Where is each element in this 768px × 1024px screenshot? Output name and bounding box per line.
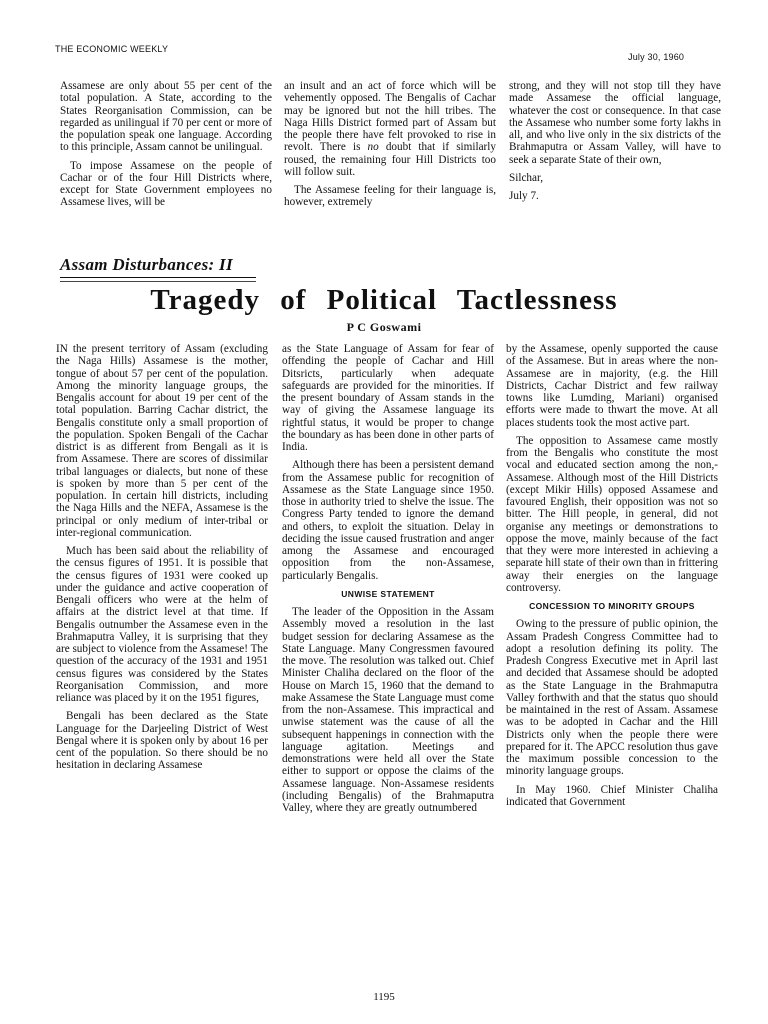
article-paragraph: Although there has been a persistent demand from the Assamese public for recognition of Assamese as the State Language since 1950. those in authority tried to shelve the issue. The Congress Party tended to ignore the demand and others, to exploit the situation. Delay in deciding the issue caused frustration and anger among the Assamese and encouraged opposition from the non-Assamese, particularly Bengalis. [282,459,494,582]
article-paragraph: The opposition to Assamese came mostly from the Bengalis who constitute the most vocal and educated section among the non,-Assamese. Although most of the Hill Districts (except Mikir Hills) opposed Assamese and favoured English, their opposition was not so bitter. The Hill people, in general, did not organise any meetings or demonstrations to oppose the move, mainly because of the fact that they were more interested in achieving a separate hill state of their own than in frittering away their energies on the language controversy. [506,434,718,594]
article-paragraph: as the State Language of Assam for fear of offending the people of Cachar and Hill Ditsricts, particularly when adequate safeguards are provided for the minorities. If the present boundary of Assam stands in the way of giving the Assamese language its rightful status, it would be proper to change the boundary as has been done in other parts of India. [282,343,494,453]
article-author: P C Goswami [346,320,422,334]
letter-column-3 [509,80,721,202]
article-column-1 [56,343,268,772]
series-title: Assam Disturbances: II [60,255,233,274]
letter-paragraph: strong, and they will not stop till they have made Assamese the official language, whatever the cost or consequence. In that case the Assamese who number some forty lakhs in all, and who live only in the six districts of the Brahmaputra or Assam Valley, will have to seek a separate State of their own, [509,80,721,166]
article-title: Tragedy of Political Tactlessness [150,284,618,316]
issue-date: July 30, 1960 [628,52,685,62]
article-paragraph: IN the present territory of Assam (excluding the Naga Hills) Assamese is the mother, tongue of about 57 per cent of the population. Among the minority language groups, the Bengalis account for about 19 per cent of the total population. Barring Cachar district, the Bengalis constitute only a small proportion of the population. Spoken Bengali of the Cachar district is as different from Bengali as it is from Assamese. There are scores of dissimilar tribal languages or dialects, but none of these is spoken by more than 5 per cent of the population. In certain hill districts, including the Naga Hills and the NEFA, Assamese is the principal or only medium of inter-tribal or inter-regional communication. [56,343,268,539]
letter-column-1 [60,80,272,209]
article-paragraph: Owing to the pressure of public opinion, the Assam Pradesh Congress Committee had to adopt a resolution defining its polity. The Pradesh Congress Executive met in April last and decided that Assamese should be adopted as the State Language in the Brahmaputra Valley forthwith and that the status quo should be maintained in the rest of Assam. Assamese was to be adopted in Cachar and the Hill Districts only when the people there were prepared for it. The APCC resolution thus gave the maximum possible concession to the minority language groups. [506,618,718,778]
letter-paragraph: The Assamese feeling for their language is, however, extremely [284,184,496,209]
subhead-unwise-statement: UNWISE STATEMENT [341,588,435,599]
series-rule [60,277,256,278]
article-paragraph: The leader of the Opposition in the Assam Assembly moved a resolution in the last budget session for declaring Assamese as the State Language. Many Congressmen favoured the move. The resolution was talked out. Chief Minister Chaliha declared on the floor of the House on March 15, 1960 that the demand to make Assamese the State Language must come from the non-Assamese. This impractical and unwise statement was the cause of all the subsequent happenings in connection with the language agitation. Meetings and demonstrations were held all over the State either to support or oppose the claims of the Assamese language. Non-Assamese residents (including Bengalis) of the Brahmaputra Valley, where they are greatly outnumbered [282,606,494,814]
article-paragraph: by the Assamese, openly supported the cause of the Assamese. But in areas where the non-Assamese are in majority, (e.g. the Hill Districts, Cachar District and few railway towns like Lumding, Mariani) organised efforts were made to thwart the move. At all places students took the most active part. [506,343,718,429]
article-paragraph: Much has been said about the reliability of the census figures of 1951. It is possible that the census figures of 1931 were cooked up under the guidance and active cooperation of Bengali officers who were at the helm of affairs at the district level at that time. If Bengalis outnumber the Assamese even in the Brahmaputra Valley, it is surprising that they are subject to violence from the Assamese! The question of the accuracy of the 1931 and 1951 census figures was considered by the States Reorganisation Commission, and more reliance was placed by it on the 1951 figures, [56,545,268,704]
letter-paragraph: To impose Assamese on the people of Cachar or of the four Hill Districts where, except for State Government employees no Assamese lives, will be [60,159,272,209]
letter-paragraph: an insult and an act of force which will be vehemently opposed. The Bengalis of Cachar may be ignored but not the hill tribes. The Naga Hills District formed part of Assam but the people there have felt provoked to rise in revolt. There is no doubt that if similarly roused, the remaining four Hill Districts too will follow suit. [284,80,496,178]
article-paragraph: Bengali has been declared as the State Language for the Darjeeling District of West Bengal where it is spoken only by about 16 per cent of the population. So there should be no hesitation in declaring Assamese [56,710,268,772]
article-column-2 [282,343,494,814]
article-column-3 [506,343,718,808]
letter-column-2 [284,80,496,209]
journal-name: THE ECONOMIC WEEKLY [55,44,169,54]
subhead-concession: CONCESSION TO MINORITY GROUPS [529,601,695,611]
letter-date: July 7. [509,190,539,202]
page-number: 1195 [373,991,395,1003]
letter-paragraph: Assamese are only about 55 per cent of the total population. A State, according to the States Reorganisation Commission, can be regarded as unilingual if 70 per cent or more of the population speak one language. According to this principle, Assam cannot be unilingual. [60,80,272,154]
article-paragraph: In May 1960. Chief Minister Chaliha indicated that Government [506,783,718,808]
series-rule-thin [60,281,256,282]
letter-place: Silchar, [509,171,544,184]
